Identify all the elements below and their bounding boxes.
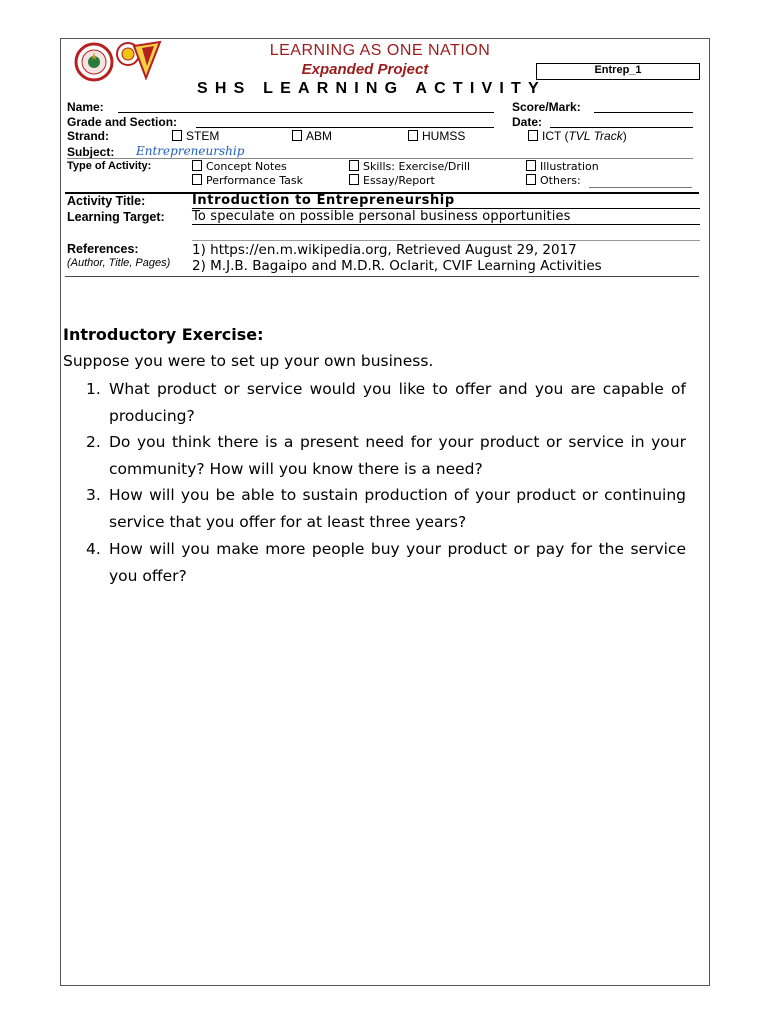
question-item [86, 429, 686, 482]
deped-logo [114, 40, 162, 80]
checkbox-icon[interactable] [292, 130, 302, 141]
subject-value: Entrepreneurship [136, 144, 245, 158]
checkbox-icon[interactable] [192, 174, 202, 185]
school-seal-logo [72, 42, 116, 82]
blank-line [192, 240, 700, 241]
grade-section-label: Grade and Section: [67, 115, 178, 129]
checkbox-icon[interactable] [408, 130, 418, 141]
question-number: 2. [86, 433, 101, 451]
checkbox-icon[interactable] [172, 130, 182, 141]
subject-label: Subject: [67, 145, 115, 159]
motto-text: LEARNING AS ONE NATION [269, 42, 491, 59]
score-field[interactable] [594, 112, 693, 113]
question-number: 3. [86, 486, 101, 504]
references-hint: (Author, Title, Pages) [67, 257, 171, 269]
score-label: Score/Mark: [512, 100, 581, 114]
strand-option-abm[interactable]: ABM [292, 129, 332, 143]
question-text: How will you be able to sustain production of your product or continuing service that you offer for at least three years? [109, 486, 686, 531]
others-field[interactable] [589, 187, 692, 188]
type-option-skills[interactable]: Skills: Exercise/Drill [349, 160, 470, 173]
activity-title-value: Introduction to Entrepreneurship [192, 193, 455, 208]
learning-target-value: To speculate on possible personal business opportunities [192, 209, 571, 224]
activity-code-box: Entrep_1 [536, 63, 700, 80]
checkbox-icon[interactable] [526, 160, 536, 171]
type-option-illustration[interactable]: Illustration [526, 160, 599, 173]
question-text: Do you think there is a present need for your product or service in your community? How will you know there is a need? [109, 433, 686, 478]
activity-type-label: Type of Activity: [67, 160, 152, 172]
type-option-essay-report[interactable]: Essay/Report [349, 174, 435, 187]
learning-target-line [192, 224, 700, 225]
activity-title-label: Activity Title: [67, 194, 146, 208]
date-field[interactable] [550, 127, 693, 128]
reference-item: 2) M.J.B. Bagaipo and M.D.R. Oclarit, CVIF Learning Activities [192, 258, 602, 274]
question-item [86, 482, 686, 535]
exercise-intro: Suppose you were to set up your own business. [63, 352, 434, 370]
strand-label: Strand: [67, 129, 109, 143]
question-number: 1. [86, 380, 101, 398]
question-item [86, 536, 686, 589]
name-field[interactable] [118, 112, 494, 113]
type-option-concept-notes[interactable]: Concept Notes [192, 160, 287, 173]
checkbox-icon[interactable] [192, 160, 202, 171]
references-divider [65, 276, 699, 277]
type-option-others[interactable]: Others: [526, 174, 581, 187]
references-label: References: [67, 242, 139, 256]
checkbox-icon[interactable] [528, 130, 538, 141]
exercise-heading: Introductory Exercise: [63, 325, 264, 344]
question-text: How will you make more people buy your product or pay for the service you offer? [109, 540, 686, 585]
name-label: Name: [67, 100, 104, 114]
strand-option-humss[interactable]: HUMSS [408, 129, 465, 143]
type-option-performance-task[interactable]: Performance Task [192, 174, 303, 187]
checkbox-icon[interactable] [349, 160, 359, 171]
question-item [86, 376, 686, 429]
question-number: 4. [86, 540, 101, 558]
reference-item: 1) https://en.m.wikipedia.org, Retrieved August 29, 2017 [192, 242, 577, 258]
page-title: SHS LEARNING ACTIVITY [197, 80, 546, 97]
checkbox-icon[interactable] [349, 174, 359, 185]
project-text: Expanded Project [301, 61, 429, 78]
checkbox-icon[interactable] [526, 174, 536, 185]
strand-option-stem[interactable]: STEM [172, 129, 219, 143]
learning-target-label: Learning Target: [67, 210, 165, 224]
divider [67, 158, 693, 159]
grade-section-field[interactable] [196, 127, 494, 128]
question-text: What product or service would you like to offer and you are capable of producing? [109, 380, 686, 425]
strand-option-ict[interactable]: ICT (TVL Track) [528, 129, 627, 143]
date-label: Date: [512, 115, 543, 129]
